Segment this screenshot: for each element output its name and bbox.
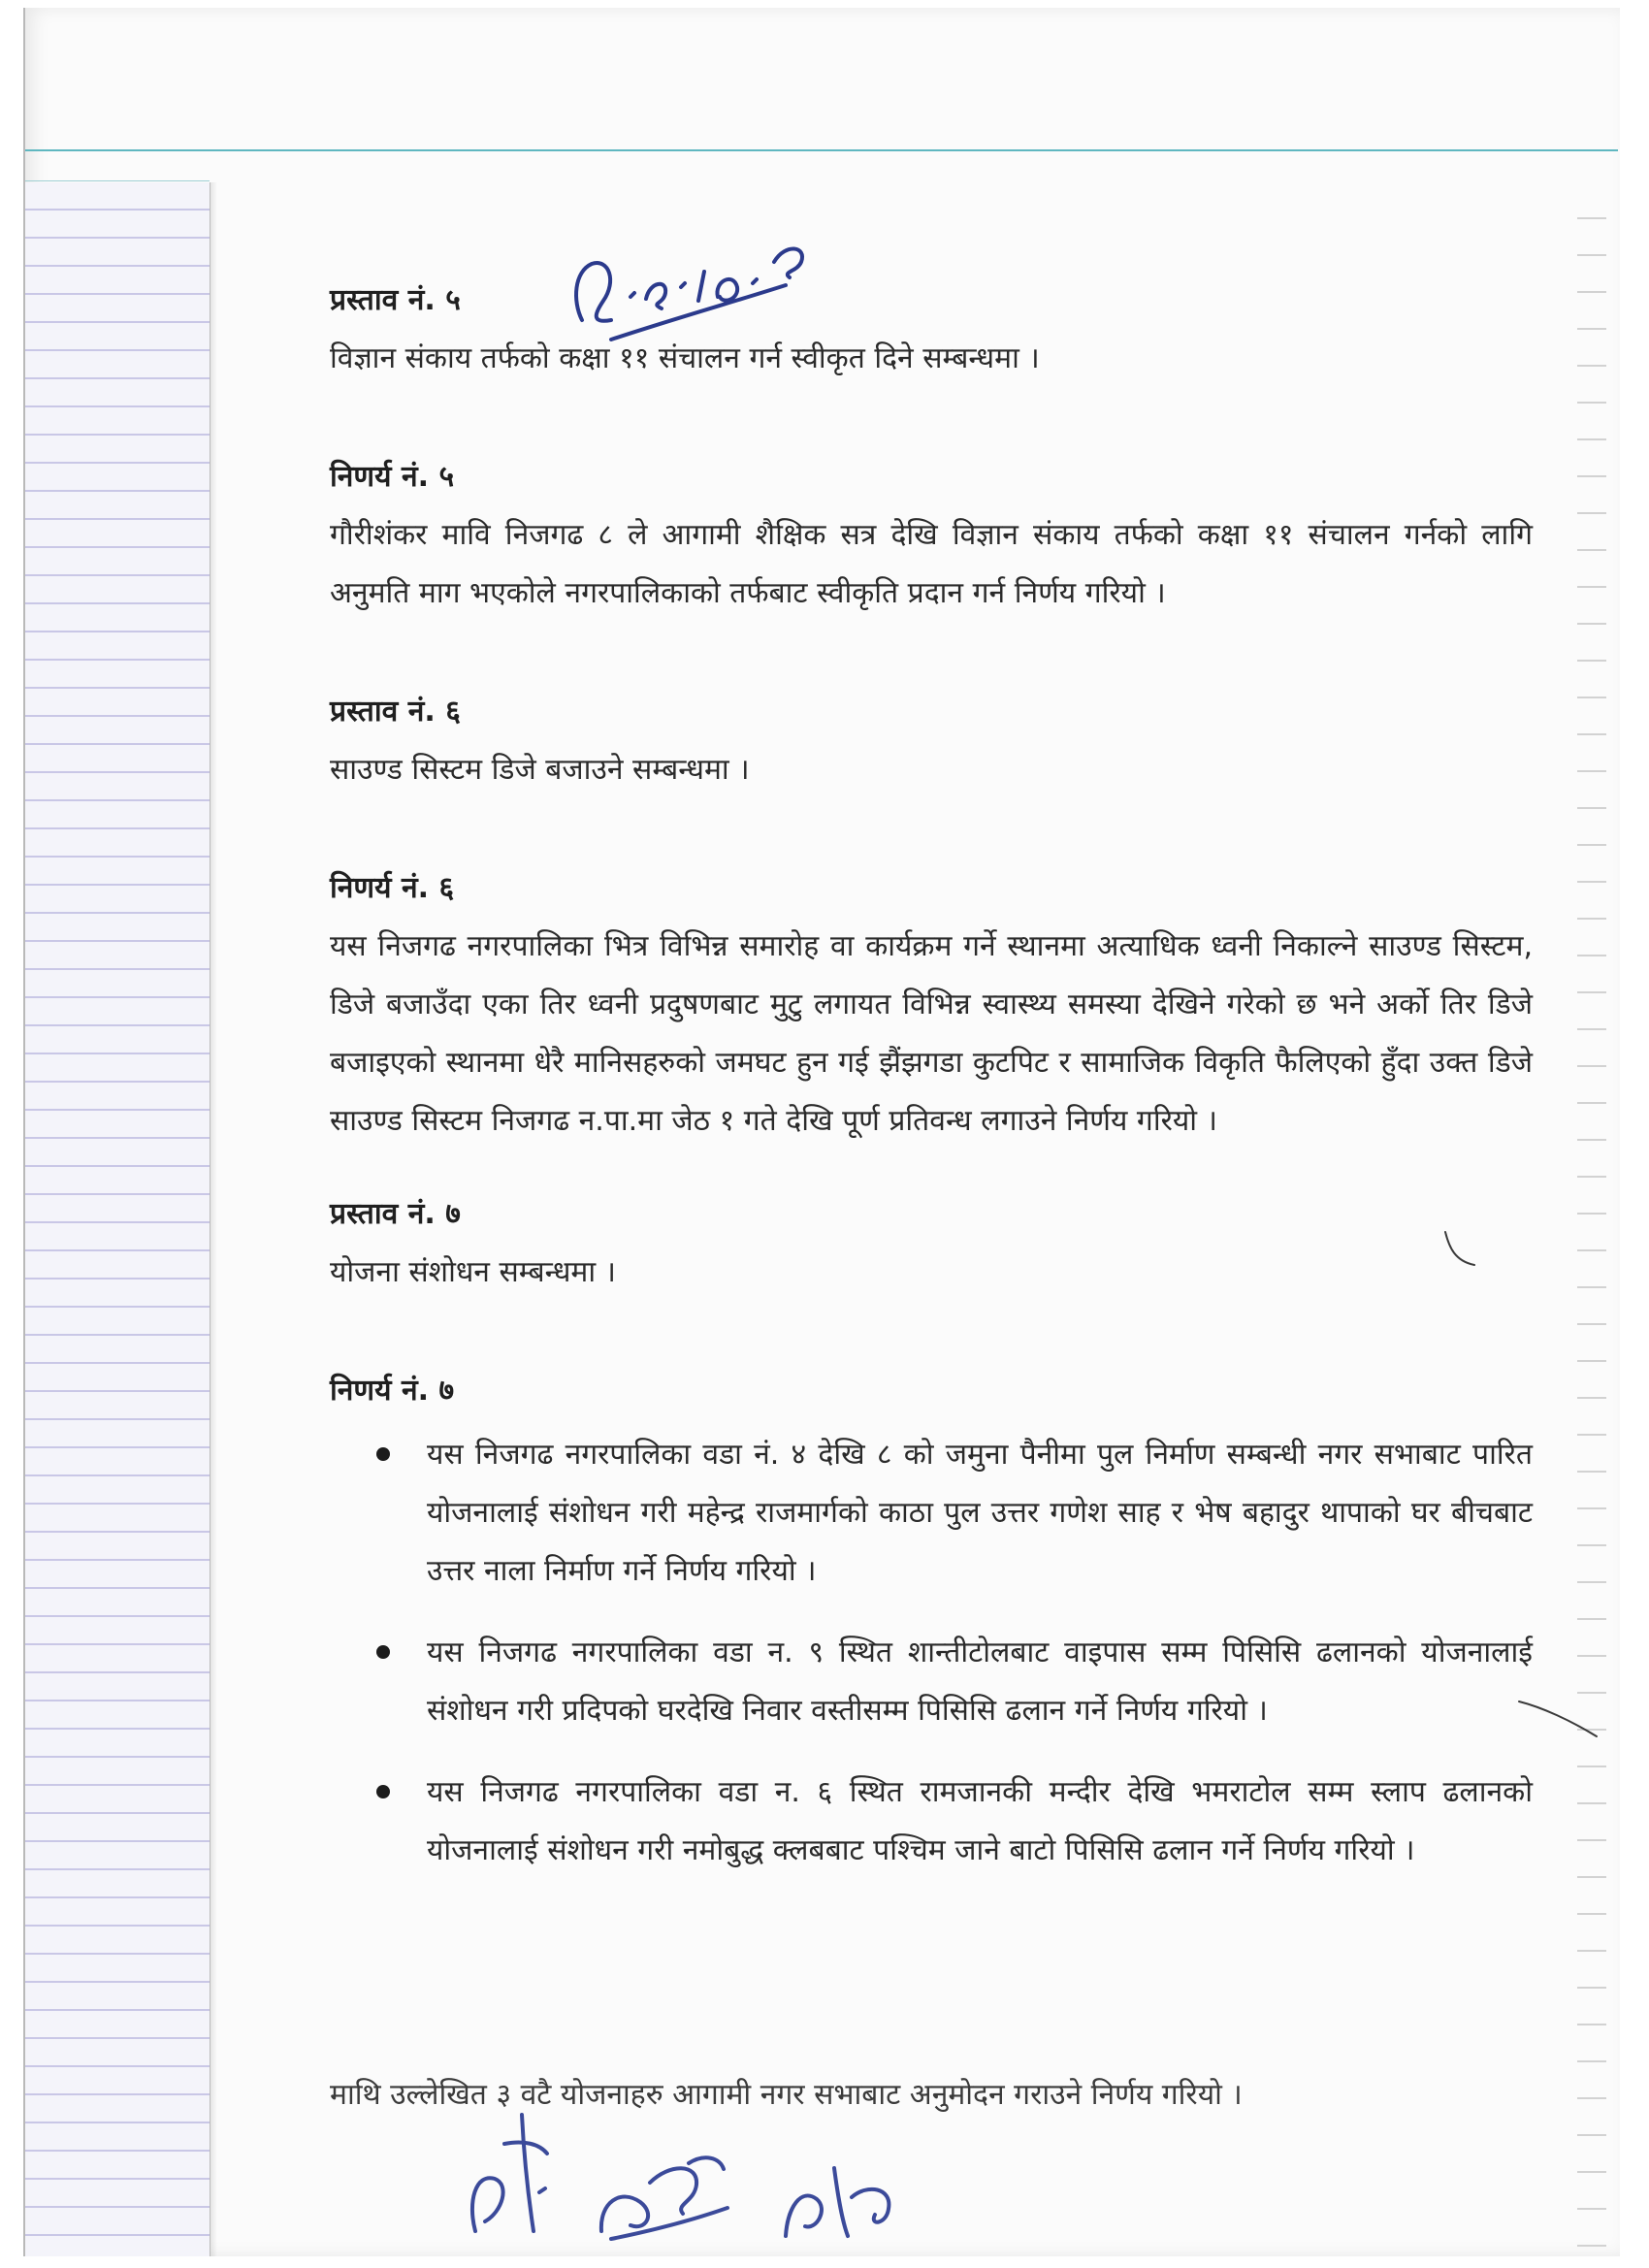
proposal-7-text: योजना संशोधन सम्बन्धमा । <box>330 1255 617 1289</box>
margin-ticks <box>1577 182 1606 2256</box>
proposal-5-heading: प्रस्ताव नं. ५ <box>330 283 461 317</box>
closing-statement: माथि उल्लेखित ३ वटै योजनाहरु आगामी नगर सभाबाट अनुमोदन गराउने निर्णय गरियो । <box>330 2078 1243 2112</box>
list-item: यस निजगढ नगरपालिका वडा नं. ४ देखि ८ को जमुना पैनीमा पुल निर्माण सम्बन्धी नगर सभाबाट पारित योजनालाई संशोधन गरी महेन्द्र राजमार्गको काठा पुल उत्तर गणेश साह र भेष बहादुर थापाको घर बीचबाट उत्तर नाला निर्माण गर्ने निर्णय गरियो । <box>427 1426 1533 1601</box>
decision-5-text: गौरीशंकर मावि निजगढ ८ ले आगामी शैक्षिक सत्र देखि विज्ञान संकाय तर्फको कक्षा ११ संचालन गर्नको लागि अनुमति माग भएकोले नगरपालिकाको तर्फबाट स्वीकृति प्रदान गर्न निर्णय गरियो । <box>330 518 1533 610</box>
proposal-6-text: साउण्ड सिस्टम डिजे बजाउने सम्बन्धमा । <box>330 753 750 787</box>
proposal-6-heading: प्रस्ताव नं. ६ <box>330 695 461 729</box>
decision-6-text: यस निजगढ नगरपालिका भित्र विभिन्न समारोह वा कार्यक्रम गर्ने स्थानमा अत्याधिक ध्वनी निकाल्ने साउण्ड सिस्टम, डिजे बजाउँदा एका तिर ध्वनी प्रदुषणबाट मुटु लगायत विभिन्न स्वास्थ्य समस्या देखिने गरेको छ भने अर्को तिर डिजे बजाइएको स्थानमा धेरै मानिसहरुको जमघट हुन गई झैंझगडा कुटपिट र सामाजिक विकृति फैलिएको हुँदा उक्त डिजे साउण्ड सिस्टम निजगढ न.पा.मा जेठ १ गते देखि पूर्ण प्रतिवन्ध लगाउने निर्णय गरियो । <box>330 929 1533 1138</box>
list-item: यस निजगढ नगरपालिका वडा न. ९ स्थित शान्तीटोलबाट वाइपास सम्म पिसिसि ढलानको योजनालाई संशोधन गरी प्रदिपको घरदेखि निवार वस्तीसम्म पिसिसि ढलान गर्ने निर्णय गरियो । <box>427 1624 1533 1740</box>
list-item: यस निजगढ नगरपालिका वडा न. ६ स्थित रामजानकी मन्दीर देखि भमराटोल सम्म स्लाप ढलानको योजनालाई संशोधन गरी नमोबुद्ध क्लबबाट पश्चिम जाने बाटो पिसिसि ढलान गर्ने निर्णय गरियो । <box>427 1764 1533 1880</box>
top-rule-line-left <box>25 180 210 181</box>
decision-6-heading: निणर्य नं. ६ <box>330 871 455 905</box>
top-rule-line <box>25 149 1618 151</box>
proposal-5-text: विज्ञान संकाय तर्फको कक्षा ११ संचालन गर्न स्वीकृत दिने सम्बन्धमा । <box>330 341 1040 375</box>
decision-7-heading: निणर्य नं. ७ <box>330 1374 455 1408</box>
decision-5-heading: निणर्य नं. ५ <box>330 460 455 494</box>
minutes-content <box>330 272 1533 1903</box>
page-seam <box>210 182 217 2256</box>
decision-7-list <box>330 1426 1533 1880</box>
proposal-7-heading: प्रस्ताव नं. ७ <box>330 1197 461 1231</box>
ruled-page-edges <box>25 182 210 2256</box>
